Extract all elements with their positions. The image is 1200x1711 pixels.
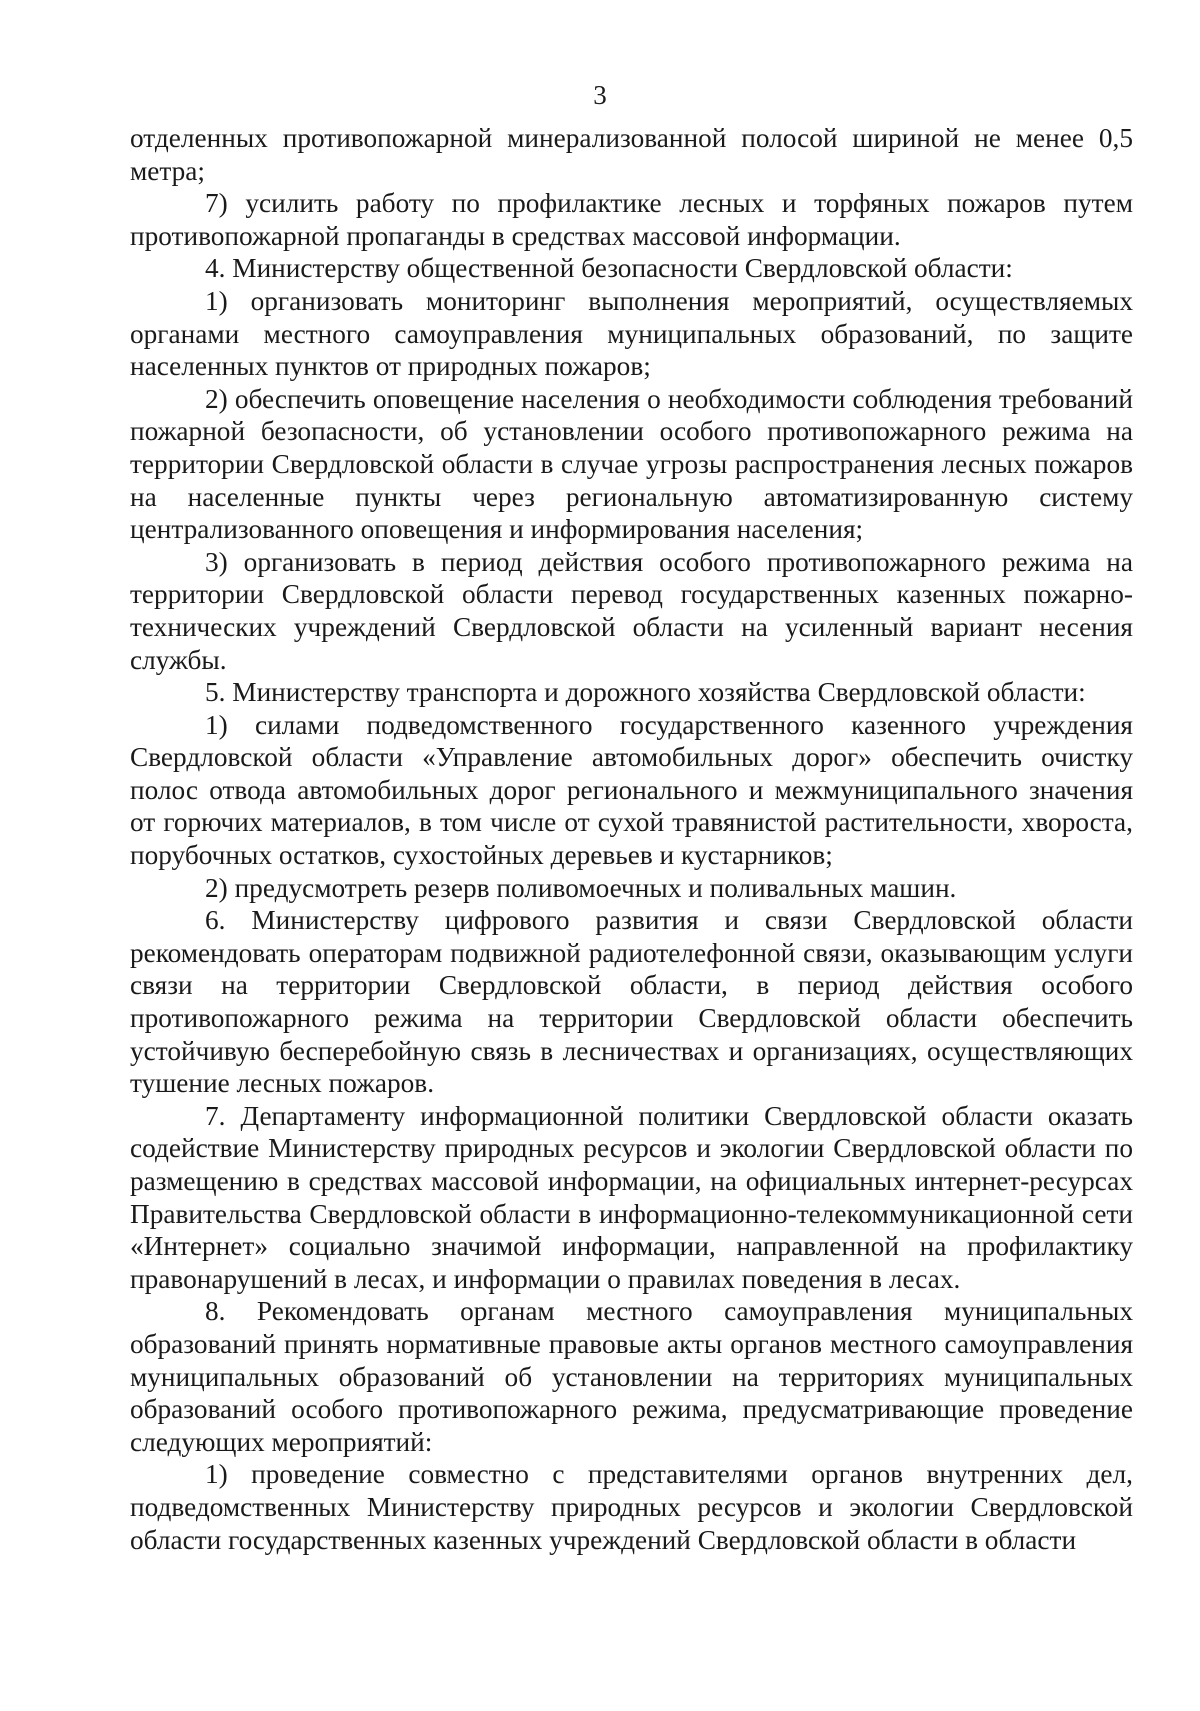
paragraph-section-6: 6. Министерству цифрового развития и связи Свердловской области рекомендовать операторам подвижной радиотелефонной связи, оказывающим услуги связи на территории Свердловской области, в период действия особого противопожарного режима на территории Свердловской области обеспечить устойчивую бесперебойную связь в лесничествах и организациях, осуществляющих тушение лесных пожаров. (130, 905, 1133, 1099)
paragraph-item-4-1: 1) организовать мониторинг выполнения мероприятий, осуществляемых органами местного самоуправления муниципальных образований, по защите населенных пунктов от природных пожаров; (130, 285, 1133, 382)
page-number: 3 (593, 80, 607, 110)
paragraph-item-5-2: 2) предусмотреть резерв поливомоечных и поливальных машин. (205, 872, 957, 903)
paragraph-item-8-1: 1) проведение совместно с представителями органов внутренних дел, подведомственных Министерству природных ресурсов и экологии Свердловской области государственных казенных учреждений Свердловской области в области (130, 1459, 1133, 1555)
paragraph-item-5-1: 1) силами подведомственного государственного казенного учреждения Свердловской области «Управление автомобильных дорог» обеспечить очистку полос отвода автомобильных дорог регионального и межмуниципального значения от горючих материалов, в том числе от сухой травянистой растительности, хвороста, порубочных остатков, сухостойных деревьев и кустарников; (130, 709, 1133, 871)
paragraph-section-5: 5. Министерству транспорта и дорожного хозяйства Свердловской области: (205, 677, 1086, 708)
document-body (130, 122, 1133, 1556)
paragraph-continuation: отделенных противопожарной минерализованной полосой шириной не менее 0,5 метра; (130, 123, 1133, 186)
paragraph-section-8: 8. Рекомендовать органам местного самоуправления муниципальных образований принять нормативные правовые акты органов местного самоуправления муниципальных образований об установлении на территориях муниципальных образований особого противопожарного режима, предусматривающие проведение следующих мероприятий: (130, 1296, 1133, 1457)
paragraph-item-4-2: 2) обеспечить оповещение населения о необходимости соблюдения требований пожарной безопасности, об установлении особого противопожарного режима на территории Свердловской области в случае угрозы распространения лесных пожаров на населенные пункты через региональную автоматизированную систему централизованного оповещения и информирования населения; (130, 383, 1133, 545)
paragraph-item-4-3: 3) организовать в период действия особого противопожарного режима на территории Свердловской области перевод государственных казенных пожарно-технических учреждений Свердловской области на усиленный вариант несения службы. (130, 546, 1133, 675)
paragraph-section-4: 4. Министерству общественной безопасности Свердловской области: (205, 253, 1013, 284)
paragraph-section-7: 7. Департаменту информационной политики Свердловской области оказать содействие Министерству природных ресурсов и экологии Свердловской области по размещению в средствах массовой информации, на официальных интернет-ресурсах Правительства Свердловской области в информационно-телекоммуникационной сети «Интернет» социально значимой информации, направленной на профилактику правонарушений в лесах, и информации о правилах поведения в лесах. (130, 1100, 1133, 1294)
paragraph-item-3-7: 7) усилить работу по профилактике лесных и торфяных пожаров путем противопожарной пропаганды в средствах массовой информации. (130, 188, 1133, 251)
